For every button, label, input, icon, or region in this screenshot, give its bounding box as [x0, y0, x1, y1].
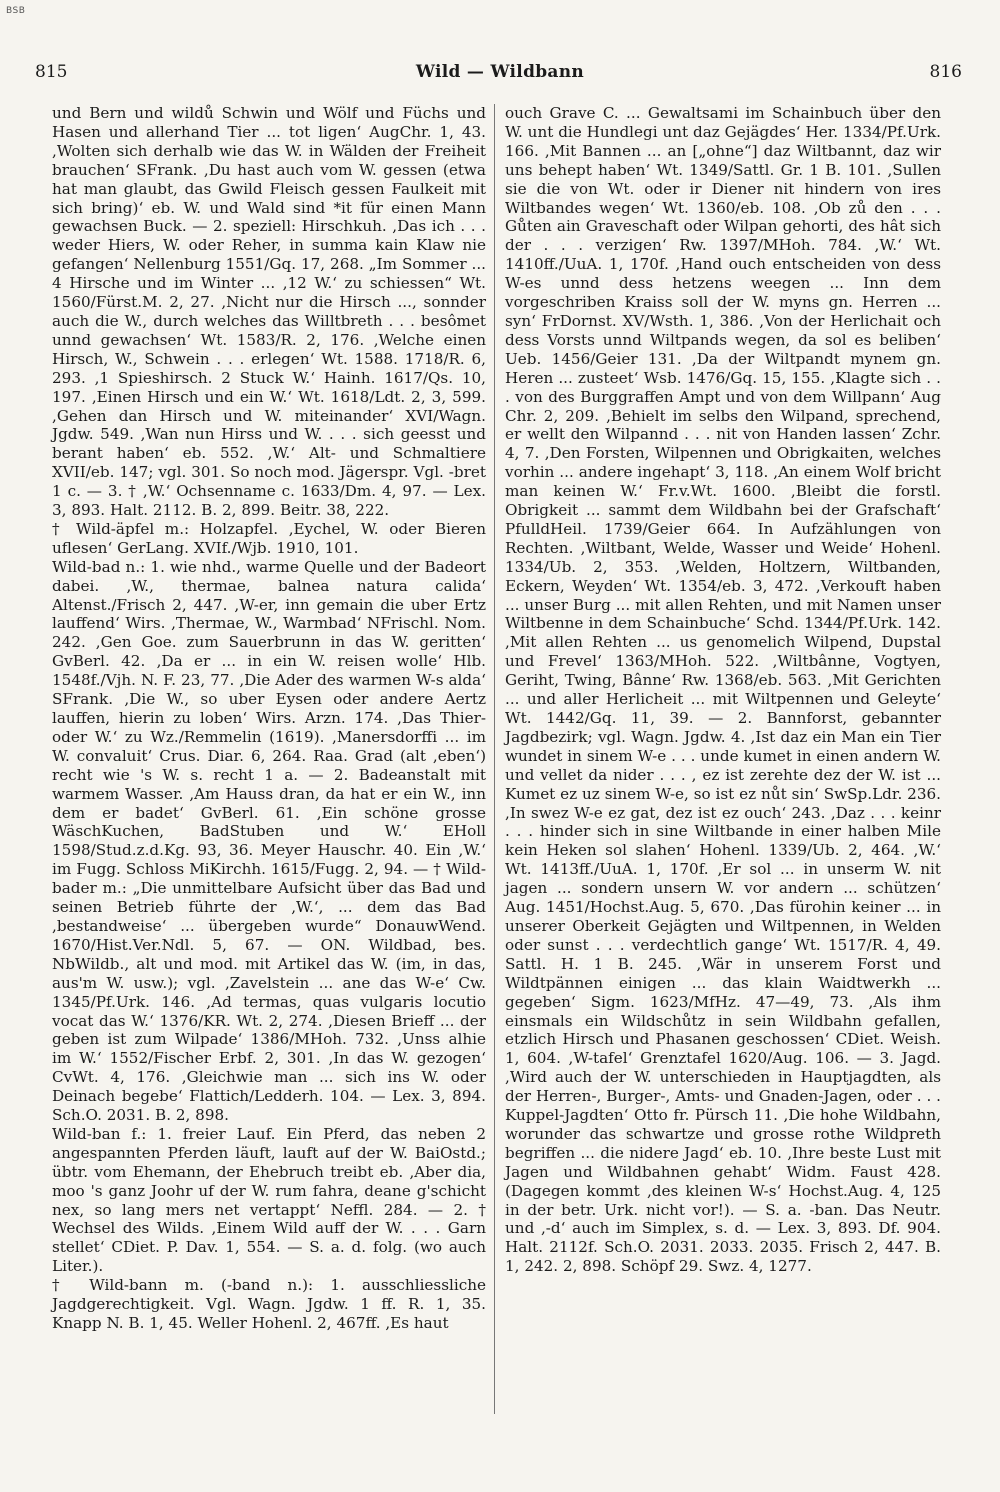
- entry-wild-aepfel: † Wild-äpfel m.: Holzapfel. ,Eychel, W. oder Bieren uflesen‘ GerLang. XVIf./Wjb. 1910, 101.: [52, 519, 486, 557]
- column-divider: [494, 104, 495, 1414]
- page-number-left: 815: [35, 62, 68, 82]
- running-title: Wild — Wildbann: [415, 62, 585, 82]
- library-stamp: BSB: [6, 6, 26, 16]
- page-number-right: 816: [929, 62, 962, 82]
- entry-wild-continued: und Bern und wildů Schwin und Wölf und Füchs und Hasen und allerhand Tier ... tot ligen‘ AugChr. 1, 43. ,Wolten sich derhalb wie das W. in Wälden der Freiheit brauchen‘ SFrank. ,Du hast auch vom W. gessen (etwa hat man glaubt, das Gwild Fleisch gessen Faulkeit mit sich bring)‘ eb. W. und Wald sind *it für einen Mann gewachsen Buck. — 2. speziell: Hirschkuh. ,Das ich . . . weder Hiers, W. oder Reher, in summa kain Klaw nie gefangen‘ Nellenburg 1551/Gq. 17, 268. „Im Sommer ... 4 Hirsche und im Winter ... ,12 W.‘ zu schiessen“ Wt. 1560/Fürst.M. 2, 27. ,Nicht nur die Hirsch ..., sonnder auch die W., durch welches das Willtbreth . . . besômet unnd gewachsen‘ Wt. 1583/R. 2, 176. ,Welche einen Hirsch, W., Schwein . . . erlegen‘ Wt. 1588. 1718/R. 6, 293. ,1 Spieshirsch. 2 Stuck W.‘ Hainh. 1617/Qs. 10, 197. ,Einen Hirsch und ein W.‘ Wt. 1618/Ldt. 2, 3, 599. ,Gehen dan Hirsch und W. miteinander‘ XVI/Wagn. Jgdw. 549. ,Wan nun Hirss und W. . . . sich geesst und berant haben‘ eb. 552. ,W.‘ Alt- und Schmaltiere XVII/eb. 147; vgl. 301. So noch mod. Jägerspr. Vgl. -bret 1 c. — 3. † ,W.‘ Ochsenname c. 1633/Dm. 4, 97. — Lex. 3, 893. Halt. 2112. B. 2, 899. Beitr. 38, 222.: [52, 104, 486, 520]
- entry-wild-ban: Wild-ban f.: 1. freier Lauf. Ein Pferd, das neben 2 angespannten Pferden läuft, lauft auf der W. BaiOstd.; übtr. vom Ehemann, der Ehebruch treibt eb. ,Aber dia, moo 's ganz Joohr uf der W. rum fahra, deane g'schicht nex, so lang mers net vertappt‘ Neffl. 284. — 2. † Wechsel des Wilds. ,Einem Wild auff der W. . . . Garn stellet‘ CDiet. P. Dav. 1, 554. — S. a. d. folg. (wo auch Liter.).: [52, 1124, 486, 1276]
- entry-wild-bann: † Wild-bann m. (-band n.): 1. ausschliessliche Jagdgerechtigkeit. Vgl. Wagn. Jgdw. 1 ff. R. 1, 35. Knapp N. B. 1, 45. Weller Hohenl. 2, 467ff. ,Es haut: [52, 1276, 486, 1332]
- right-column: [505, 104, 941, 1276]
- entry-wild-bad: Wild-bad n.: 1. wie nhd., warme Quelle und der Badeort dabei. ,W., thermae, balnea natura calida‘ Altenst./Frisch 2, 447. ,W-er, inn gemain die uber Ertz lauffend‘ Wirs. ,Thermae, W., Warmbad‘ NFrischl. Nom. 242. ,Gen Goe. zum Sauerbrunn in das W. geritten‘ GvBerl. 42. ,Da er ... in ein W. reisen wolle‘ Hlb. 1548f./Vjh. N. F. 23, 77. ,Die Ader des warmen W-s alda‘ SFrank. ,Die W., so uber Eysen oder andere Aertz lauffen, hierin zu loben‘ Wirs. Arzn. 174. ,Das Thier- oder W.‘ zu Wz./Remmelin (1619). ,Manersdorffi ... im W. convaluit‘ Crus. Diar. 6, 264. Raa. Grad (alt ,eben‘) recht wie 's W. s. recht 1 a. — 2. Badeanstalt mit warmem Wasser. ,Am Hauss dran, da hat er ein W., inn dem er badet‘ GvBerl. 61. ,Ein schöne grosse WäschKuchen, BadStuben und W.‘ EHoll 1598/Stud.z.d.Kg. 93, 36. Meyer Hauschr. 40. Ein ,W.‘ im Fugg. Schloss MiKirchh. 1615/Fugg. 2, 94. — † Wild-bader m.: „Die unmittelbare Aufsicht über das Bad und seinen Betrieb führte der ,W.‘, ... dem das Bad ,bestandweise‘ ... übergeben wurde“ DonauwWend. 1670/Hist.Ver.Ndl. 5, 67. — ON. Wildbad, bes. NbWildb., alt und mod. mit Artikel das W. (im, in das, aus'm W. usw.); vgl. ,Zavelstein ... ane das W-e‘ Cw. 1345/Pf.Urk. 146. ,Ad termas, quas vulgaris locutio vocat das W.‘ 1376/KR. Wt. 2, 274. ,Diesen Brieff ... der geben ist zum Wilpade‘ 1386/MHoh. 732. ,Unss alhie im W.‘ 1552/Fischer Erbf. 2, 301. ,In das W. gezogen‘ CvWt. 4, 176. ,Gleichwie man ... sich ins W. oder Deinach begebe‘ Flattich/Ledderh. 104. — Lex. 3, 894. Sch.O. 2031. B. 2, 898.: [52, 557, 486, 1125]
- left-column: [52, 104, 486, 1333]
- entry-wild-bann-continued: ouch Grave C. ... Gewaltsami im Schainbuch über den W. unt die Hundlegi unt daz Gejägdes‘ Her. 1334/Pf.Urk. 166. ,Mit Bannen ... an [„ohne“] daz Wiltbannt, daz wir uns behept haben‘ Wt. 1349/Sattl. Gr. 1 B. 101. ,Sullen sie die von Wt. oder ir Diener nit hindern von ires Wiltbandes wegen‘ Wt. 1360/eb. 108. ,Ob zů den . . . Gůten ain Graveschaft oder Wilpan gehorti, des hât sich der . . . verzigen‘ Rw. 1397/MHoh. 784. ,W.‘ Wt. 1410ff./UuA. 1, 170f. ,Hand ouch entscheiden von dess W-es unnd dess hetzens weegen ... Inn dem vorgeschriben Kraiss soll der W. myns gn. Herren ... syn‘ FrDornst. XV/Wsth. 1, 386. ,Von der Herlichait och dess Vorsts unnd Wiltpands wegen, da sol es beliben‘ Ueb. 1456/Geier 131. ,Da der Wiltpandt mynem gn. Heren ... zusteet‘ Wsb. 1476/Gq. 15, 155. ,Klagte sich . . . von des Burggraffen Ampt und von dem Willpann‘ Aug Chr. 2, 209. ,Behielt im selbs den Wilpand, sprechend, er wellt den Wilpannd . . . nit von Handen lassen‘ Zchr. 4, 7. ,Den Forsten, Wilpennen und Obrigkaiten, welches vorhin ... andere ingehapt‘ 3, 118. ,An einem Wolf bricht man keinen W.‘ Fr.v.Wt. 1600. ,Bleibt die forstl. Obrigkeit ... sammt dem Wildbahn bei der Grafschaft‘ PfulldHeil. 1739/Geier 664. In Aufzählungen von Rechten. ,Wiltbant, Welde, Wasser und Weide‘ Hohenl. 1334/Ub. 2, 353. ,Welden, Holtzern, Wiltbanden, Eckern, Weyden‘ Wt. 1354/eb. 3, 472. ,Verkouft haben ... unser Burg ... mit allen Rehten, und mit Namen unser Wiltbenne in dem Schainbuche‘ Schd. 1344/Pf.Urk. 142. ,Mit allen Rehten ... us genomelich Wilpend, Dupstal und Frevel‘ 1363/MHoh. 522. ,Wiltbânne, Vogtyen, Geriht, Twing, Bânne‘ Rw. 1368/eb. 563. ,Mit Gerichten ... und aller Herlicheit ... mit Wiltpennen und Geleyte‘ Wt. 1442/Gq. 11, 39. — 2. Bannforst, gebannter Jagdbezirk; vgl. Wagn. Jgdw. 4. ,Ist daz ein Man ein Tier wundet in sinem W-e . . . unde kumet in einen andern W. und vellet da nider . . . , ez ist zerehte dez der W. ist ... Kumet ez uz sinem W-e, so ist ez nůt sin‘ SwSp.Ldr. 236. ,In swez W-e ez gat, dez ist ez ouch‘ 243. ,Daz . . . keinr . . . hinder sich in sine Wiltbande in einer halben Mile kein Heken sol slahen‘ Hohenl. 1339/Ub. 2, 464. ,W.‘ Wt. 1413ff./UuA. 1, 170f. ,Er sol ... in unserm W. nit jagen ... sondern unsern W. vor andern ... schützen‘ Aug. 1451/Hochst.Aug. 5, 670. ,Das fürohin keiner ... in unserer Oberkeit Gejägten und Wiltpennen, in Welden oder sunst . . . verdechtlich gange‘ Wt. 1517/R. 4, 49. Sattl. H. 1 B. 245. ,Wär in unserem Forst und Wildtpännen einigen ... das klain Waidtwerkh ... gegeben‘ Sigm. 1623/MfHz. 47—49, 73. ,Als ihm einsmals ein Wildschůtz in sein Wildbahn gefallen, etzlich Hirsch und Phasanen geschossen‘ CDiet. Weish. 1, 604. ,W-tafel‘ Grenztafel 1620/Aug. 106. — 3. Jagd. ,Wird auch der W. unterschieden in Hauptjagdten, als der Herren-, Burger-, Amts- und Gnaden-Jagen, oder . . . Kuppel-Jagdten‘ Otto fr. Pürsch 11. ,Die hohe Wildbahn, worunder das schwartze und grosse rothe Wildpreth begriffen ... die nidere Jagd‘ eb. 10. ,Ihre beste Lust mit Jagen und Wildbahnen gehabt‘ Widm. Faust 428. (Dagegen kommt ,des kleinen W-s‘ Hochst.Aug. 4, 125 in der betr. Urk. nicht vor!). — S. a. -ban. Das Neutr. und ,-d‘ auch im Simplex, s. d. — Lex. 3, 893. Df. 904. Halt. 2112f. Sch.O. 2031. 2033. 2035. Frisch 2, 447. B. 1, 242. 2, 898. Schöpf 29. Swz. 4, 1277.: [505, 104, 941, 1276]
- page-header: [0, 62, 1000, 92]
